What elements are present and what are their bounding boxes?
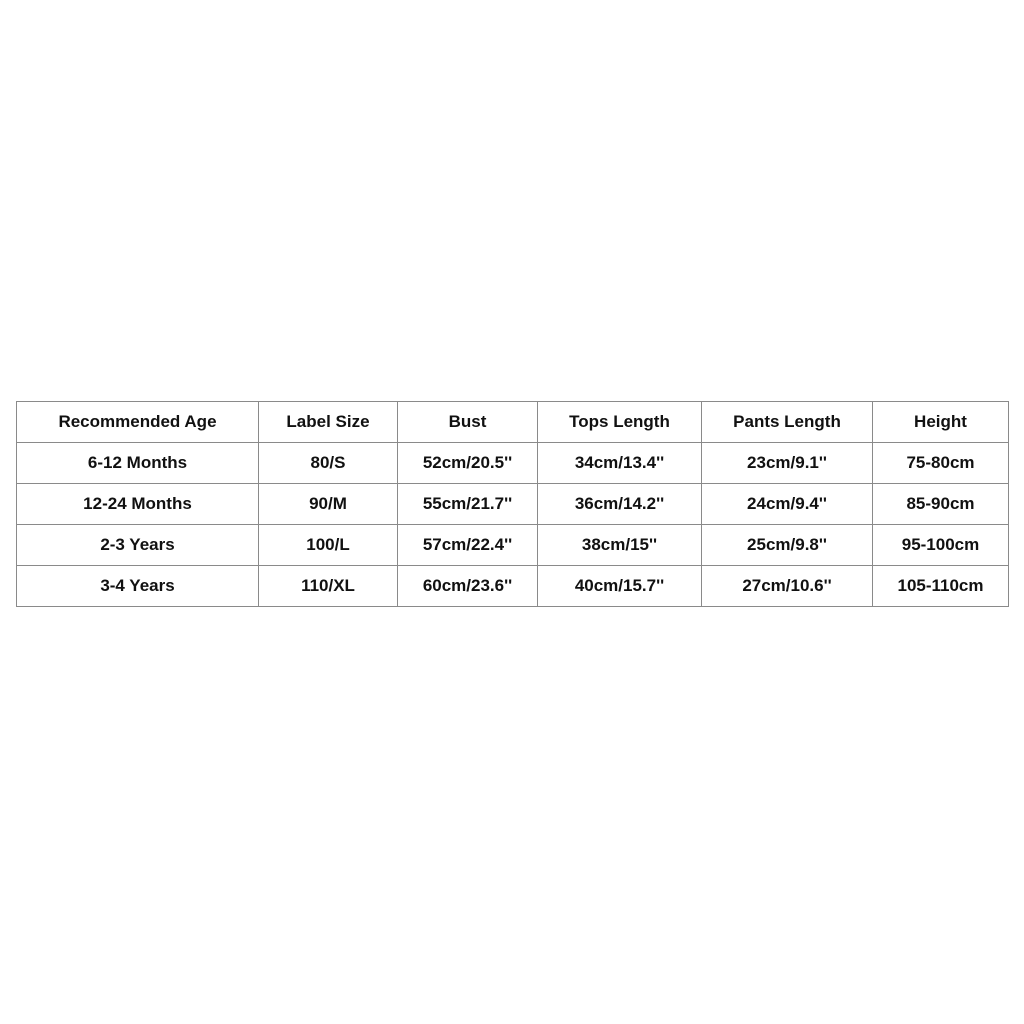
cell-tops-length: 38cm/15''	[538, 525, 702, 566]
cell-recommended-age: 12-24 Months	[17, 484, 259, 525]
cell-recommended-age: 6-12 Months	[17, 443, 259, 484]
cell-height: 75-80cm	[873, 443, 1009, 484]
table-row	[17, 566, 1009, 607]
cell-label-size: 100/L	[259, 525, 398, 566]
table-row	[17, 525, 1009, 566]
cell-label-size: 110/XL	[259, 566, 398, 607]
header-label-size: Label Size	[259, 402, 398, 443]
cell-recommended-age: 2-3 Years	[17, 525, 259, 566]
cell-bust: 57cm/22.4''	[398, 525, 538, 566]
cell-bust: 52cm/20.5''	[398, 443, 538, 484]
cell-height: 85-90cm	[873, 484, 1009, 525]
header-recommended-age: Recommended Age	[17, 402, 259, 443]
cell-recommended-age: 3-4 Years	[17, 566, 259, 607]
cell-tops-length: 34cm/13.4''	[538, 443, 702, 484]
cell-pants-length: 25cm/9.8''	[702, 525, 873, 566]
header-pants-length: Pants Length	[702, 402, 873, 443]
size-chart-table	[16, 401, 1009, 607]
cell-tops-length: 36cm/14.2''	[538, 484, 702, 525]
table-row	[17, 443, 1009, 484]
cell-label-size: 80/S	[259, 443, 398, 484]
cell-pants-length: 24cm/9.4''	[702, 484, 873, 525]
cell-bust: 60cm/23.6''	[398, 566, 538, 607]
cell-height: 95-100cm	[873, 525, 1009, 566]
cell-tops-length: 40cm/15.7''	[538, 566, 702, 607]
cell-height: 105-110cm	[873, 566, 1009, 607]
cell-bust: 55cm/21.7''	[398, 484, 538, 525]
table-header-row	[17, 402, 1009, 443]
table-row	[17, 484, 1009, 525]
cell-pants-length: 27cm/10.6''	[702, 566, 873, 607]
header-tops-length: Tops Length	[538, 402, 702, 443]
cell-pants-length: 23cm/9.1''	[702, 443, 873, 484]
header-bust: Bust	[398, 402, 538, 443]
cell-label-size: 90/M	[259, 484, 398, 525]
header-height: Height	[873, 402, 1009, 443]
